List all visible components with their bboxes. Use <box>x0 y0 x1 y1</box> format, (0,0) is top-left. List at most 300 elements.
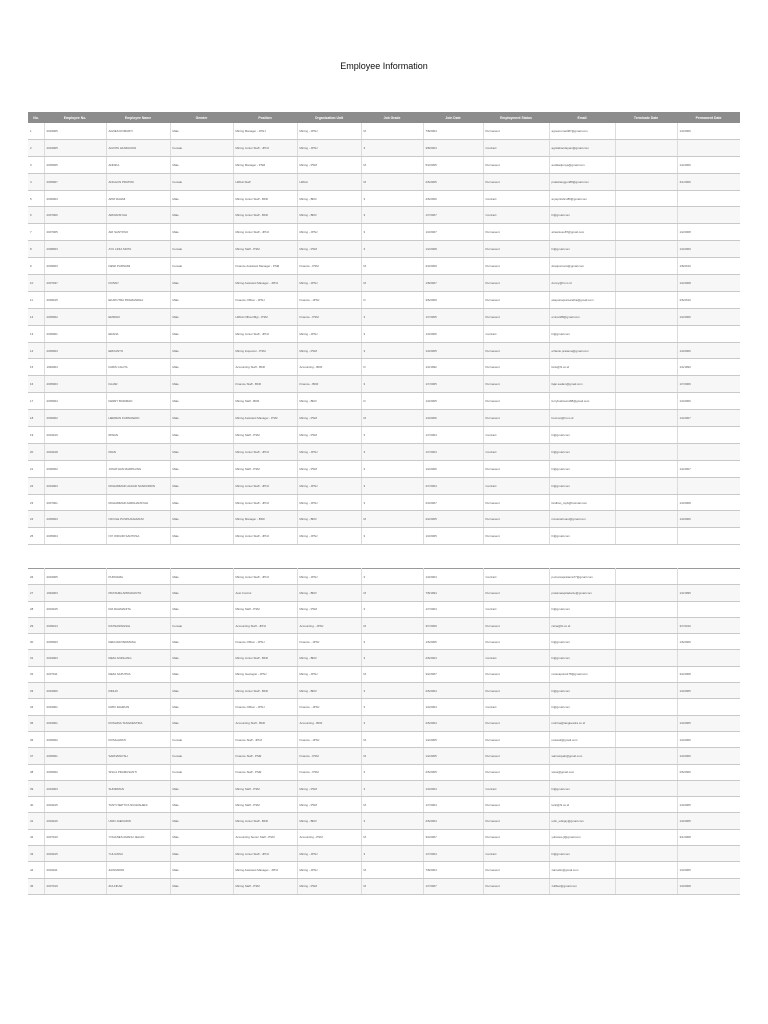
table-cell <box>615 207 677 224</box>
table-cell: Female <box>170 731 233 747</box>
table-cell: Mining Junior Staff - BKR <box>233 683 297 699</box>
table-cell: 1/7/2004 <box>423 427 483 444</box>
table-cell: ekaputrapramandha@gmail.com <box>549 291 615 308</box>
table-cell: D <box>361 393 423 410</box>
table-cell: Mining - JPNJ <box>297 666 361 682</box>
table-cell: 1/4/1993 <box>677 359 740 376</box>
table-cell: 3 <box>361 139 423 156</box>
table-cell: Male <box>170 190 233 207</box>
table-cell: 35 <box>28 715 44 731</box>
table-cell: 2005005 <box>44 156 106 173</box>
table-cell <box>615 699 677 715</box>
table-cell: 1/3/2004 <box>423 569 483 585</box>
table-cell: 2006003 <box>44 190 106 207</box>
table-cell: Male <box>170 511 233 528</box>
table-cell: Male <box>170 376 233 393</box>
table-cell: 1/2/2008 <box>423 241 483 258</box>
table-cell: IRWAN <box>106 427 170 444</box>
table-cell: Accounting - BKR <box>297 359 361 376</box>
table-cell: 6 <box>28 207 44 224</box>
table-cell <box>615 376 677 393</box>
table-cell: Mining - BKR <box>297 393 361 410</box>
table-cell: YOHANES AMANU JELIAN <box>106 829 170 845</box>
table-cell: 1/2/2006 <box>677 156 740 173</box>
table-cell <box>615 617 677 633</box>
table-cell <box>615 308 677 325</box>
table-cell: 30 <box>28 634 44 650</box>
table-cell: AGNITA HANDAYANI <box>106 139 170 156</box>
table-cell: 2005004 <box>44 528 106 545</box>
table-cell: Mining Junior Staff - JPNJ <box>233 443 297 460</box>
table-cell: Permanent <box>483 393 549 410</box>
table-cell: 2004001 <box>44 715 106 731</box>
table-cell: Mining Junior Staff - JPNJ <box>233 325 297 342</box>
table-cell: emiran88@gmail.com <box>549 308 615 325</box>
table-cell: Mining Staff - PSM <box>233 427 297 444</box>
table-cell <box>615 190 677 207</box>
table-cell: 3 <box>361 376 423 393</box>
table-cell: REZA SAPUTRA <box>106 666 170 682</box>
table-cell: Mining Junior Staff - JPNJ <box>233 569 297 585</box>
table-row <box>28 156 740 173</box>
table-cell: 1/7/2007 <box>423 878 483 894</box>
table-cell: 36 <box>28 731 44 747</box>
table-cell: M <box>361 585 423 601</box>
table-cell: hi@gmail.com <box>549 325 615 342</box>
table-cell: Permanent <box>483 829 549 845</box>
table-cell: 3 <box>361 601 423 617</box>
table-cell: ARDIANSYAH <box>106 207 170 224</box>
table-cell: Permanent <box>483 291 549 308</box>
table-cell: 34 <box>28 699 44 715</box>
table-cell: 39 <box>28 780 44 796</box>
table-row <box>28 731 740 747</box>
table-cell: Mining Junior Staff - JPNJ <box>233 224 297 241</box>
table-cell: 1/3/2005 <box>677 683 740 699</box>
table-cell: Mining - PSM <box>297 780 361 796</box>
table-cell: 1/7/2004 <box>423 797 483 813</box>
table-cell: RIA RAHMANITA <box>106 601 170 617</box>
table-cell: Accounting - PSM <box>297 829 361 845</box>
table-cell: ERFIANTO <box>106 342 170 359</box>
table-cell: Mining - PSM <box>297 241 361 258</box>
table-cell: 25 <box>28 528 44 545</box>
table-cell: 2007019 <box>44 878 106 894</box>
table-cell: Mining Junior Staff - BKR <box>233 813 297 829</box>
table-cell: Male <box>170 308 233 325</box>
table-cell: 1/7/2006 <box>677 376 740 393</box>
table-cell: 16 <box>28 376 44 393</box>
table-cell: 37 <box>28 748 44 764</box>
table-cell: Mining Inspector - PSM <box>233 342 297 359</box>
table-cell: D <box>361 359 423 376</box>
table-cell: 1/7/2004 <box>423 443 483 460</box>
column-header: Join Date <box>423 112 483 123</box>
table-cell: 2005002 <box>44 731 106 747</box>
table-cell: DEWI PURNAMI <box>106 258 170 275</box>
table-cell: 1/7/2004 <box>423 601 483 617</box>
table-cell: erfianto.pratama@gmail.com <box>549 342 615 359</box>
table-cell <box>677 780 740 796</box>
table-cell: 1/3/2007 <box>423 224 483 241</box>
table-cell: 2005002 <box>44 308 106 325</box>
table-cell: 3 <box>361 650 423 666</box>
table-cell: Mining - JPNJ <box>297 846 361 862</box>
table-cell: Mining - JPNJ <box>297 443 361 460</box>
table-cell: 3 <box>361 460 423 477</box>
table-cell: Finance Assistant Manager - PSM <box>233 258 297 275</box>
table-cell: Permanent <box>483 585 549 601</box>
table-cell: 3 <box>361 224 423 241</box>
table-cell: 3 <box>361 342 423 359</box>
table-cell: 2/6/2004 <box>423 715 483 731</box>
column-header: Employee Name <box>106 112 170 123</box>
table-cell <box>615 494 677 511</box>
table-cell: fajar.sadam@gmail.com <box>549 376 615 393</box>
table-cell: 2/6/2004 <box>423 650 483 666</box>
table-cell: 1/3/2006 <box>677 731 740 747</box>
table-cell: 3 <box>361 190 423 207</box>
table-cell: Mining - PSM <box>297 342 361 359</box>
table-cell: 17 <box>28 393 44 410</box>
table-cell <box>677 846 740 862</box>
table-cell: Mining - PSM <box>297 797 361 813</box>
table-cell: 2007037 <box>44 275 106 292</box>
table-cell: Mining Junior Staff - JPNJ <box>233 528 297 545</box>
table-cell: 2004003 <box>44 650 106 666</box>
table-cell: fardhan_mpb@hotmail.com <box>549 494 615 511</box>
table-cell: Finance - PSM <box>297 258 361 275</box>
table-cell: hi@gmail.com <box>549 634 615 650</box>
table-cell: Male <box>170 862 233 878</box>
table-cell: M <box>361 275 423 292</box>
table-cell: dewipurnami@gmail.com <box>549 258 615 275</box>
table-cell: 1/3/1992 <box>423 359 483 376</box>
table-row <box>28 241 740 258</box>
table-cell: 2/6/2005 <box>423 764 483 780</box>
table-cell <box>615 224 677 241</box>
table-cell: Permanent <box>483 878 549 894</box>
table-cell: Contract <box>483 207 549 224</box>
table-cell: Permanent <box>483 764 549 780</box>
table-cell: Mining - BKR <box>297 813 361 829</box>
table-cell: Mining Junior Staff - BKR <box>233 190 297 207</box>
table-cell: Male <box>170 410 233 427</box>
table-cell <box>615 173 677 190</box>
table-row <box>28 359 740 376</box>
table-cell: Male <box>170 634 233 650</box>
table-cell: 2007010 <box>44 829 106 845</box>
table-cell: 2005003 <box>44 511 106 528</box>
table-cell: Finance - JPNJ <box>297 731 361 747</box>
table-cell: DONNY <box>106 275 170 292</box>
table-cell: 2/6/2005 <box>423 173 483 190</box>
table-cell: Finance - PSM <box>297 764 361 780</box>
table-cell: 2004016 <box>44 813 106 829</box>
table-cell: 2003005 <box>44 123 106 139</box>
table-cell: 38 <box>28 764 44 780</box>
table-cell <box>677 139 740 156</box>
table-cell: EKAPUTRA PRAMANDHA <box>106 291 170 308</box>
table-cell: 1/7/2007 <box>423 207 483 224</box>
table-cell <box>615 477 677 494</box>
table-cell: HRGA <box>297 173 361 190</box>
table-cell: hi@gmail.com <box>549 650 615 666</box>
table-cell: 1/3/2006 <box>677 393 740 410</box>
table-row <box>28 173 740 190</box>
table-cell: NICOLE PUSPA RAHMANI <box>106 511 170 528</box>
table-cell: YULIANSU <box>106 846 170 862</box>
table-cell: Male <box>170 601 233 617</box>
table-cell: Mining - JPNJ <box>297 123 361 139</box>
table-cell: Mining Staff - BKR <box>233 393 297 410</box>
table-cell: Male <box>170 123 233 139</box>
table-row <box>28 634 740 650</box>
table-cell: agnesromarti87@gmail.com <box>549 123 615 139</box>
table-cell: Permanent <box>483 342 549 359</box>
table-cell: SUDIRMAN <box>106 780 170 796</box>
table-cell: 2007001 <box>44 494 106 511</box>
column-header: Job Grade <box>361 112 423 123</box>
table-row <box>28 683 740 699</box>
table-row <box>28 393 740 410</box>
table-cell: Male <box>170 846 233 862</box>
table-cell: Contract <box>483 846 549 862</box>
table-cell: APRI RAHMI <box>106 190 170 207</box>
table-cell: 11 <box>28 291 44 308</box>
employee-table-page-2 <box>28 568 740 895</box>
table-cell <box>615 878 677 894</box>
table-cell: 1/8/2007 <box>423 275 483 292</box>
column-header: Position <box>233 112 297 123</box>
table-cell: FARIS CALITA <box>106 359 170 376</box>
table-cell: Mining - JPNJ <box>297 275 361 292</box>
table-row <box>28 569 740 585</box>
table-cell: REZA ANDILANG <box>106 650 170 666</box>
table-cell: 2007011 <box>44 666 106 682</box>
table-cell <box>615 410 677 427</box>
table-row <box>28 878 740 894</box>
table-cell: Finance - BKR <box>297 376 361 393</box>
table-cell: 3 <box>361 528 423 545</box>
table-cell: 29 <box>28 617 44 633</box>
table-cell: 44 <box>28 862 44 878</box>
table-cell: Finance - JPNJ <box>297 699 361 715</box>
table-cell: agnitahandayani@gmail.com <box>549 139 615 156</box>
table-cell: Male <box>170 342 233 359</box>
table-cell: 1/3/1995 <box>677 585 740 601</box>
table-cell: hi@gmail.com <box>549 241 615 258</box>
table-cell <box>615 291 677 308</box>
table-cell: sarnawiyah@gmail.com <box>549 748 615 764</box>
table-cell: 2004006 <box>44 683 106 699</box>
table-cell: Mining - PSM <box>297 410 361 427</box>
table-cell: Female <box>170 139 233 156</box>
table-cell: 1/2/2006 <box>423 460 483 477</box>
table-cell: Mining - JPNJ <box>297 569 361 585</box>
table-cell: Mining - JPNJ <box>297 224 361 241</box>
table-cell: M <box>361 258 423 275</box>
table-cell: 2004003 <box>44 780 106 796</box>
table-cell: Mining Junior Staff - JPNJ <box>233 139 297 156</box>
table-cell: 22 <box>28 477 44 494</box>
table-cell: 3 <box>361 634 423 650</box>
table-cell: Permanent <box>483 617 549 633</box>
table-cell <box>615 427 677 444</box>
table-cell: 3 <box>361 569 423 585</box>
table-cell: aryaprirahmi86@gmail.com <box>549 190 615 207</box>
table-cell: 3 <box>361 699 423 715</box>
table-cell: Mining Junior Staff - JPNJ <box>233 477 297 494</box>
table-cell: Mining Geologist - JPNJ <box>233 666 297 682</box>
table-row <box>28 325 740 342</box>
table-cell: 3 <box>361 764 423 780</box>
table-cell: Permanent <box>483 634 549 650</box>
table-cell <box>615 715 677 731</box>
table-cell: SISCA PRAMUSANTI <box>106 764 170 780</box>
table-cell <box>615 829 677 845</box>
table-cell: Male <box>170 427 233 444</box>
column-header: Gender <box>170 112 233 123</box>
table-cell <box>615 846 677 862</box>
table-cell: Male <box>170 443 233 460</box>
table-cell: Male <box>170 797 233 813</box>
table-cell: hi@gmail.com <box>549 780 615 796</box>
table-cell: Mining - PSM <box>297 156 361 173</box>
table-row <box>28 494 740 511</box>
table-cell: RATNANINGSIH <box>106 617 170 633</box>
table-cell: 2007006 <box>44 207 106 224</box>
table-cell: Mining Staff - PSM <box>233 601 297 617</box>
table-cell: Finance Officer - JPNJ <box>233 291 297 308</box>
table-cell: Permanent <box>483 683 549 699</box>
table-cell: Mining - BKR <box>297 683 361 699</box>
table-cell: rosiwati@gmail.com <box>549 731 615 747</box>
table-cell: 1/3/2006 <box>423 410 483 427</box>
table-cell: FAJAR <box>106 376 170 393</box>
table-row <box>28 829 740 845</box>
table-row <box>28 601 740 617</box>
table-cell: 2004011 <box>44 862 106 878</box>
table-cell: Permanent <box>483 797 549 813</box>
table-cell: 2/6/2006 <box>677 764 740 780</box>
column-header: Permanent Date <box>677 112 740 123</box>
table-cell: 7/8/2004 <box>423 123 483 139</box>
table-cell: hi@gmail.com <box>549 443 615 460</box>
table-cell: 1/3/2004 <box>423 780 483 796</box>
table-cell <box>615 156 677 173</box>
table-cell <box>677 569 740 585</box>
table-cell: 3 <box>361 207 423 224</box>
table-row <box>28 764 740 780</box>
table-cell: 1/4/2004 <box>423 699 483 715</box>
table-cell: 2006001 <box>44 325 106 342</box>
table-cell: Permanent <box>483 376 549 393</box>
table-cell: 1/2/2006 <box>677 308 740 325</box>
table-cell: Male <box>170 359 233 376</box>
table-cell: udin_udinjay@gmail.com <box>549 813 615 829</box>
table-cell: Finance Officer - JPNJ <box>233 634 297 650</box>
table-row <box>28 748 740 764</box>
table-row <box>28 715 740 731</box>
table-cell <box>615 731 677 747</box>
table-cell: 42 <box>28 829 44 845</box>
table-cell: JONATHAN MARPAUNG <box>106 460 170 477</box>
table-cell <box>615 569 677 585</box>
table-cell: 3 <box>361 308 423 325</box>
table-cell: rezasaputra178@gmail.com <box>549 666 615 682</box>
column-header: Email <box>549 112 615 123</box>
table-row <box>28 780 740 796</box>
table-cell: ferrybudiman188@gmail.com <box>549 393 615 410</box>
table-cell: Contract <box>483 601 549 617</box>
table-cell: M <box>361 862 423 878</box>
table-cell: 2/7/2004 <box>423 477 483 494</box>
table-cell: 2004018 <box>44 443 106 460</box>
table-cell: 1/2/2005 <box>423 748 483 764</box>
table-cell: MUHAMMAD HAJIAR NASRUDDIN <box>106 477 170 494</box>
table-cell: 43 <box>28 846 44 862</box>
table-cell <box>615 862 677 878</box>
table-cell: Male <box>170 494 233 511</box>
table-cell: Mining Manager - JPNJ <box>233 123 297 139</box>
table-row <box>28 797 740 813</box>
table-cell: 2006002 <box>44 460 106 477</box>
table-cell: Contract <box>483 650 549 666</box>
table-cell: Male <box>170 156 233 173</box>
table-cell: Contract <box>483 569 549 585</box>
table-cell: 31 <box>28 650 44 666</box>
table-cell <box>615 460 677 477</box>
table-cell: Mining Junior Staff - BKR <box>233 650 297 666</box>
column-header: Terminate Date <box>615 112 677 123</box>
table-cell: Male <box>170 585 233 601</box>
table-row <box>28 862 740 878</box>
table-cell: 1/7/2005 <box>423 308 483 325</box>
table-cell: FERRY BUDIMAN <box>106 393 170 410</box>
table-cell: 1/8/2010 <box>677 258 740 275</box>
table-cell: Permanent <box>483 224 549 241</box>
table-row <box>28 376 740 393</box>
table-row <box>28 207 740 224</box>
table-cell: 2009003 <box>44 258 106 275</box>
table-cell: 2005003 <box>44 376 106 393</box>
table-cell: 2/3/2007 <box>423 494 483 511</box>
table-row <box>28 699 740 715</box>
table-cell: Male <box>170 291 233 308</box>
table-cell <box>677 477 740 494</box>
table-cell: Mining - PSM <box>297 601 361 617</box>
table-cell <box>677 207 740 224</box>
table-cell: RIDHO <box>106 683 170 699</box>
table-cell <box>615 123 677 139</box>
table-cell: 3 <box>361 427 423 444</box>
table-cell: 3/2/2007 <box>423 666 483 682</box>
table-cell: Permanent <box>483 275 549 292</box>
table-cell: 1/7/2004 <box>423 846 483 862</box>
table-cell: AYU LIDIA SINTA <box>106 241 170 258</box>
table-cell: Permanent <box>483 460 549 477</box>
table-cell: Mining - PSM <box>297 878 361 894</box>
table-cell: Finance - JPNJ <box>297 291 361 308</box>
table-cell: Mining - JPNJ <box>297 862 361 878</box>
table-cell: 1/2/2007 <box>677 460 740 477</box>
table-cell: 2/6/2004 <box>423 683 483 699</box>
table-cell: 2005003 <box>44 634 106 650</box>
table-cell: 3 <box>361 780 423 796</box>
table-cell: 1/2/2008 <box>677 224 740 241</box>
table-cell: 1/3/2006 <box>677 123 740 139</box>
